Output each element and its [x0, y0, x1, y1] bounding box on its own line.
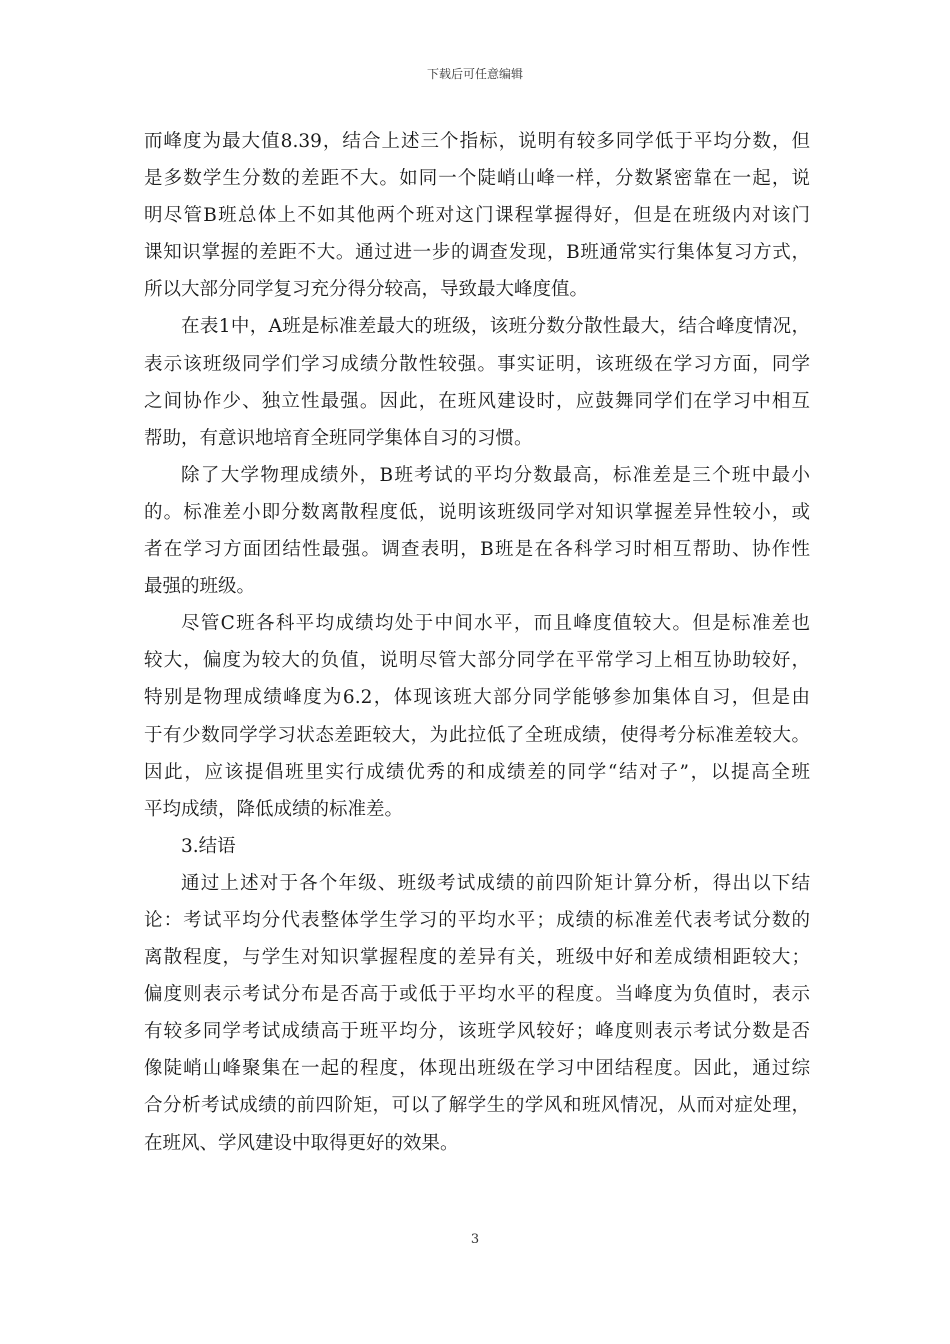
text-line: 帮助，有意识地培育全班同学集体自习的习惯。 — [144, 427, 533, 449]
text-line: 所以大部分同学复习充分得分较高，导致最大峰度值。 — [144, 279, 589, 301]
page-header: 下载后可任意编辑 — [426, 67, 523, 81]
text-line: 合分析考试成绩的前四阶矩，可以了解学生的学风和班风情况，从而对症处理， — [144, 1095, 810, 1117]
text-line: 在表1中，A班是标准差最大的班级，该班分数分散性最大，结合峰度情况， — [181, 316, 810, 338]
text-line: 明尽管B班总体上不如其他两个班对这门课程掌握得好，但是在班级内对该门 — [144, 205, 810, 227]
text-line: 因此，应该提倡班里实行成绩优秀的和成绩差的同学“结对子”，以提高全班 — [144, 761, 810, 783]
text-line: 除了大学物理成绩外，B班考试的平均分数最高，标准差是三个班中最小 — [181, 464, 810, 486]
text-line: 是多数学生分数的差距不大。如同一个陡峭山峰一样，分数紧密靠在一起，说 — [144, 168, 810, 190]
text-line: 课知识掌握的差距不大。通过进一步的调查发现，B班通常实行集体复习方式， — [144, 242, 810, 264]
text-line: 而峰度为最大值8.39，结合上述三个指标，说明有较多同学低于平均分数，但 — [144, 131, 810, 152]
text-line: 最强的班级。 — [144, 576, 256, 598]
text-line: 特别是物理成绩峰度为6.2，体现该班大部分同学能够参加集体自习，但是由 — [144, 687, 810, 709]
text-line: 偏度则表示考试分布是否高于或低于平均水平的程度。当峰度为负值时，表示 — [144, 984, 810, 1006]
text-line: 论：考试平均分代表整体学生学习的平均水平；成绩的标准差代表考试分数的 — [144, 909, 810, 931]
text-line: 有较多同学考试成绩高于班平均分，该班学风较好；峰度则表示考试分数是否 — [144, 1021, 810, 1043]
text-line: 者在学习方面团结性最强。调查表明，B班是在各科学习时相互帮助、协作性 — [144, 539, 810, 561]
text-line: 像陡峭山峰聚集在一起的程度，体现出班级在学习中团结程度。因此，通过综 — [144, 1058, 810, 1080]
document-body — [144, 123, 810, 1162]
text-line: 离散程度，与学生对知识掌握程度的差异有关，班级中好和差成绩相距较大； — [144, 947, 810, 969]
text-line: 平均成绩，降低成绩的标准差。 — [144, 798, 404, 820]
text-line: 尽管C班各科平均成绩均处于中间水平，而且峰度值较大。但是标准差也 — [181, 613, 810, 635]
text-line: 于有少数同学学习状态差距较大，为此拉低了全班成绩，使得考分标准差较大。 — [144, 724, 810, 746]
page-number: 3 — [470, 1232, 480, 1247]
text-line: 的。标准差小即分数离散程度低，说明该班级同学对知识掌握差异性较小，或 — [144, 501, 810, 523]
text-line: 表示该班级同学们学习成绩分散性较强。事实证明，该班级在学习方面，同学 — [144, 353, 810, 375]
section-heading: 3.结语 — [181, 835, 236, 857]
text-line: 通过上述对于各个年级、班级考试成绩的前四阶矩计算分析，得出以下结 — [181, 872, 810, 894]
text-line: 较大，偏度为较大的负值，说明尽管大部分同学在平常学习上相互协助较好， — [144, 650, 810, 672]
text-line: 在班风、学风建设中取得更好的效果。 — [144, 1132, 459, 1154]
text-line: 之间协作少、独立性最强。因此，在班风建设时，应鼓舞同学们在学习中相互 — [144, 390, 810, 412]
